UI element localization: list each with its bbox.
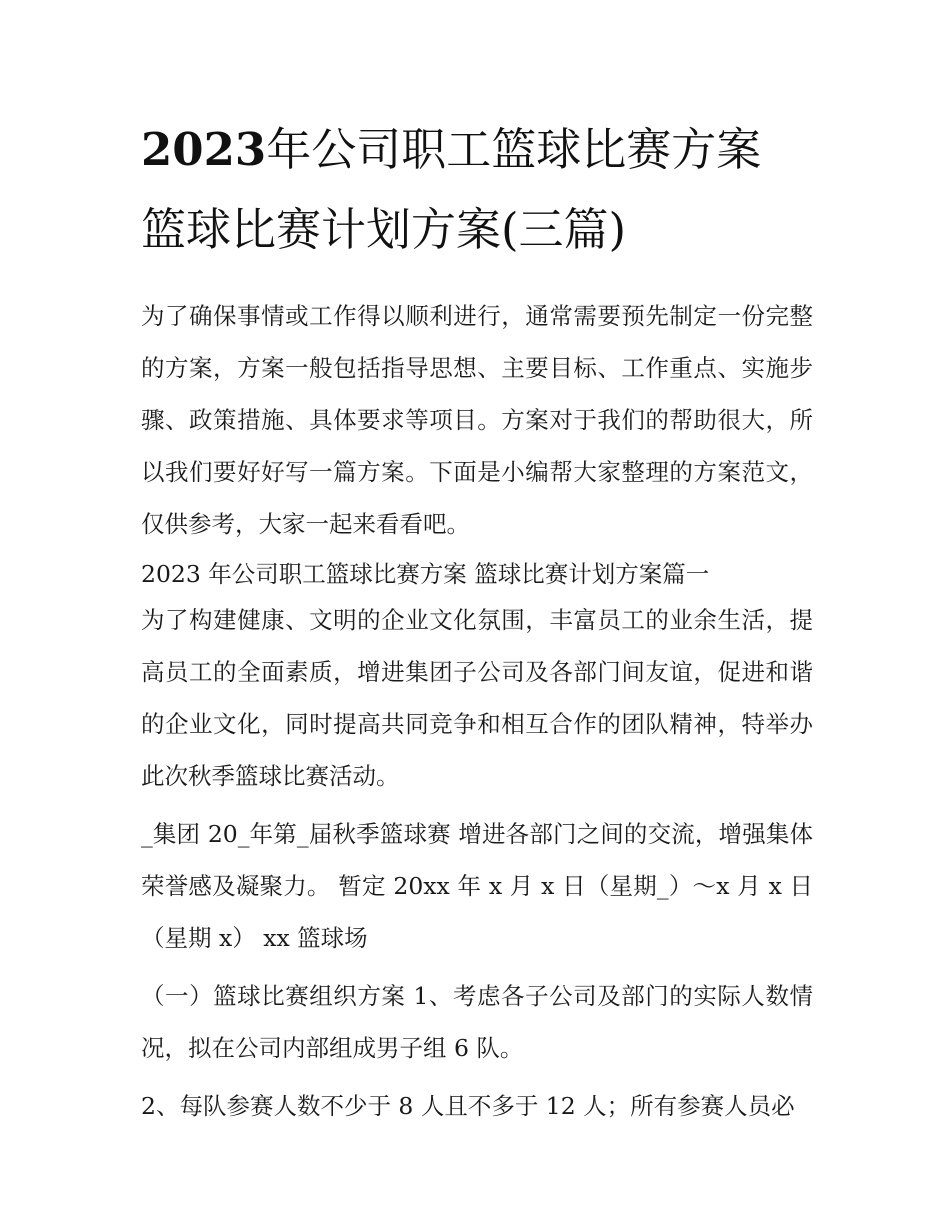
purpose-paragraph: 为了构建健康、文明的企业文化氛围，丰富员工的业余生活，提高员工的全面素质，增进集团子公司及各部门间友谊，促进和谐的企业文化，同时提高共同竞争和相互合作的团队精神，特举办此次秋季篮球比赛活动。 <box>141 606 813 790</box>
intro-paragraph: 为了确保事情或工作得以顺利进行，通常需要预先制定一份完整的方案，方案一般包括指导思想、主要目标、工作重点、实施步骤、政策措施、具体要求等项目。方案对于我们的帮助很大，所以我们要好好写一篇方案。下面是小编帮大家整理的方案范文，仅供参考，大家一起来看看吧。 <box>141 302 813 538</box>
document-title <box>141 110 813 270</box>
title-line2-text: 篮球比赛计划方案(三篇) <box>141 203 627 256</box>
title-line1-text: 年公司职工篮球比赛方案 <box>266 123 762 176</box>
title-year: 2023 <box>141 123 267 176</box>
organization-paragraph: （一）篮球比赛组织方案 1、考虑各子公司及部门的实际人数情况，拟在公司内部组成男子组 6 队。 <box>141 982 813 1062</box>
document-page <box>141 110 813 1132</box>
event-paragraph: _集团 20_年第_届秋季篮球赛 增进各部门之间的交流，增强集体荣誉感及凝聚力。 暂定 20xx 年 x 月 x 日（星期_）～x 月 x 日（星期 x） xx 篮球场 <box>141 820 813 952</box>
rule-paragraph: 2、每队参赛人数不少于 8 人且不多于 12 人；所有参赛人员必 <box>141 1092 795 1120</box>
section-title: 2023 年公司职工篮球比赛方案 篮球比赛计划方案篇一 <box>141 560 710 588</box>
